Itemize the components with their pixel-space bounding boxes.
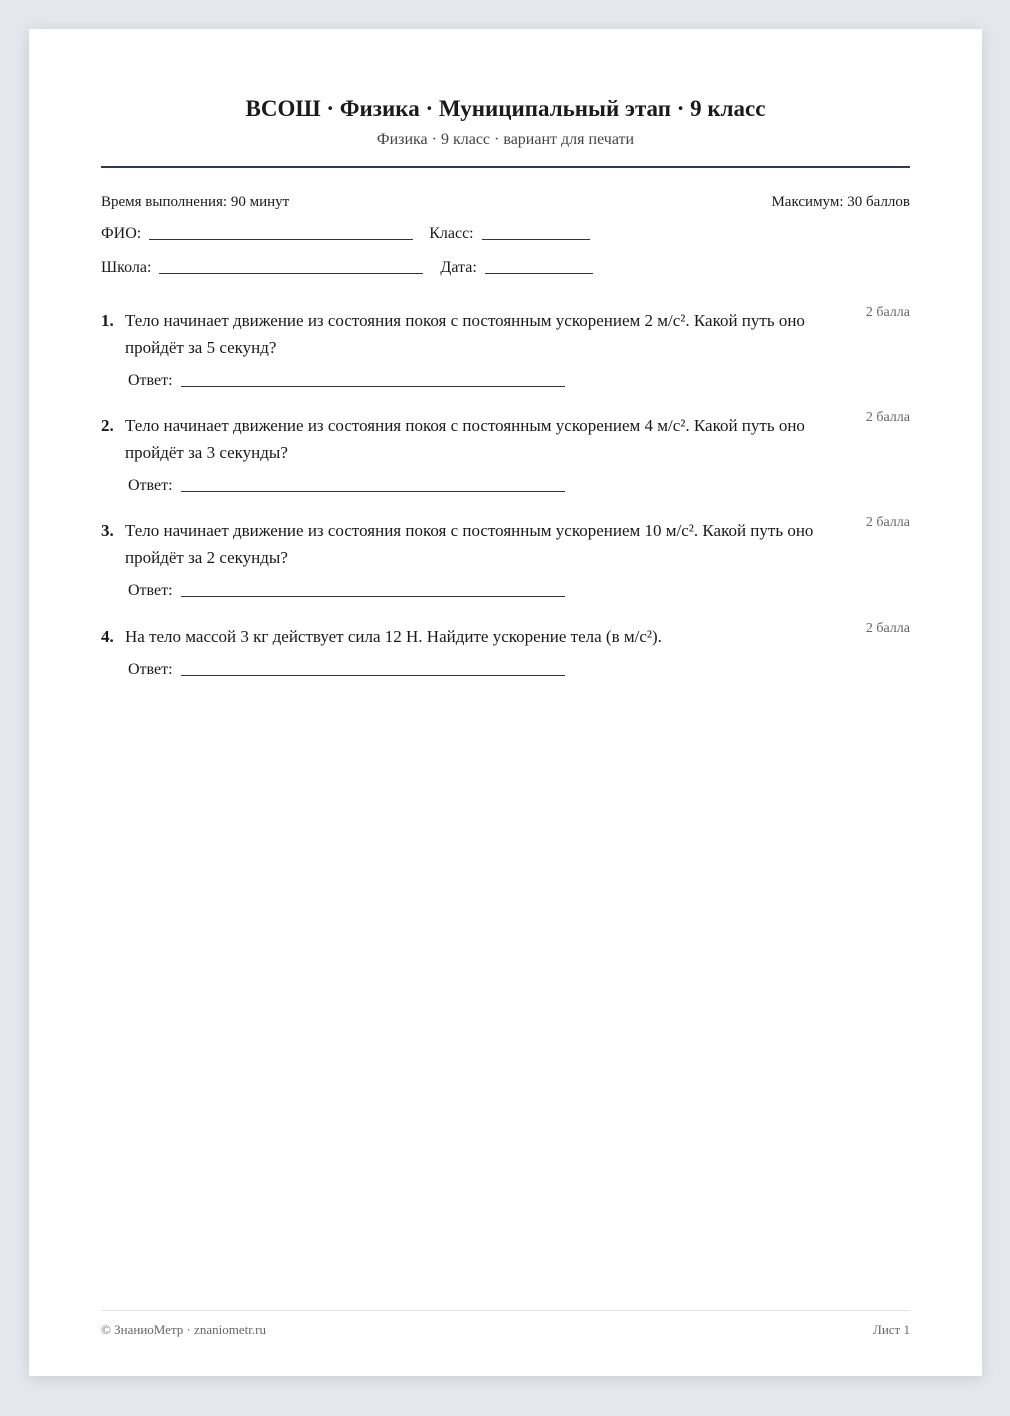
question-points: 2 балла <box>865 621 910 636</box>
date-label: Дата: <box>440 259 477 276</box>
footer-divider <box>101 1310 910 1311</box>
max-score: Максимум: 30 баллов <box>771 194 910 210</box>
page-title: ВСОШ · Физика · Муниципальный этап · 9 класс <box>245 96 766 121</box>
school-field[interactable] <box>159 259 423 274</box>
answer-field[interactable] <box>181 661 565 676</box>
school-date-row <box>101 258 593 278</box>
answer-row <box>128 476 565 496</box>
question-text: Тело начинает движение из состояния покоя с постоянным ускорением 2 м/с². Какой путь оно пройдёт за 5 секунд? <box>125 311 805 357</box>
question-points: 2 балла <box>865 410 910 425</box>
worksheet-page <box>29 29 982 1376</box>
answer-row <box>128 660 565 680</box>
question-text: Тело начинает движение из состояния покоя с постоянным ускорением 4 м/с². Какой путь оно пройдёт за 3 секунды? <box>125 416 805 462</box>
date-field[interactable] <box>485 259 593 274</box>
class-field[interactable] <box>482 225 590 240</box>
question-points: 2 балла <box>865 515 910 530</box>
answer-row <box>128 371 565 391</box>
answer-label: Ответ: <box>128 661 173 678</box>
page-number: Лист 1 <box>873 1322 910 1337</box>
class-label: Класс: <box>429 225 474 242</box>
answer-field[interactable] <box>181 372 565 387</box>
name-label: ФИО: <box>101 225 142 242</box>
page-content <box>101 29 910 1376</box>
header-divider <box>101 166 910 168</box>
time-limit: Время выполнения: 90 минут <box>101 194 290 210</box>
answer-row <box>128 581 565 601</box>
page-subtitle: Физика · 9 класс · вариант для печати <box>376 131 635 148</box>
answer-label: Ответ: <box>128 372 173 389</box>
question-number: 4. <box>101 627 114 646</box>
question-number: 2. <box>101 416 114 435</box>
answer-label: Ответ: <box>128 582 173 599</box>
question-number: 1. <box>101 311 114 330</box>
school-label: Школа: <box>101 259 152 276</box>
question-text: Тело начинает движение из состояния покоя с постоянным ускорением 10 м/с². Какой путь оно пройдёт за 2 секунды? <box>125 521 814 567</box>
question-number: 3. <box>101 521 114 540</box>
answer-field[interactable] <box>181 477 565 492</box>
question-points: 2 балла <box>865 305 910 320</box>
name-class-row <box>101 224 590 244</box>
question-text: На тело массой 3 кг действует сила 12 Н. Найдите ускорение тела (в м/с²). <box>125 627 662 646</box>
footer-copyright: © ЗнаниоМетр · znaniometr.ru <box>101 1322 266 1337</box>
answer-label: Ответ: <box>128 477 173 494</box>
answer-field[interactable] <box>181 582 565 597</box>
name-field[interactable] <box>149 225 413 240</box>
